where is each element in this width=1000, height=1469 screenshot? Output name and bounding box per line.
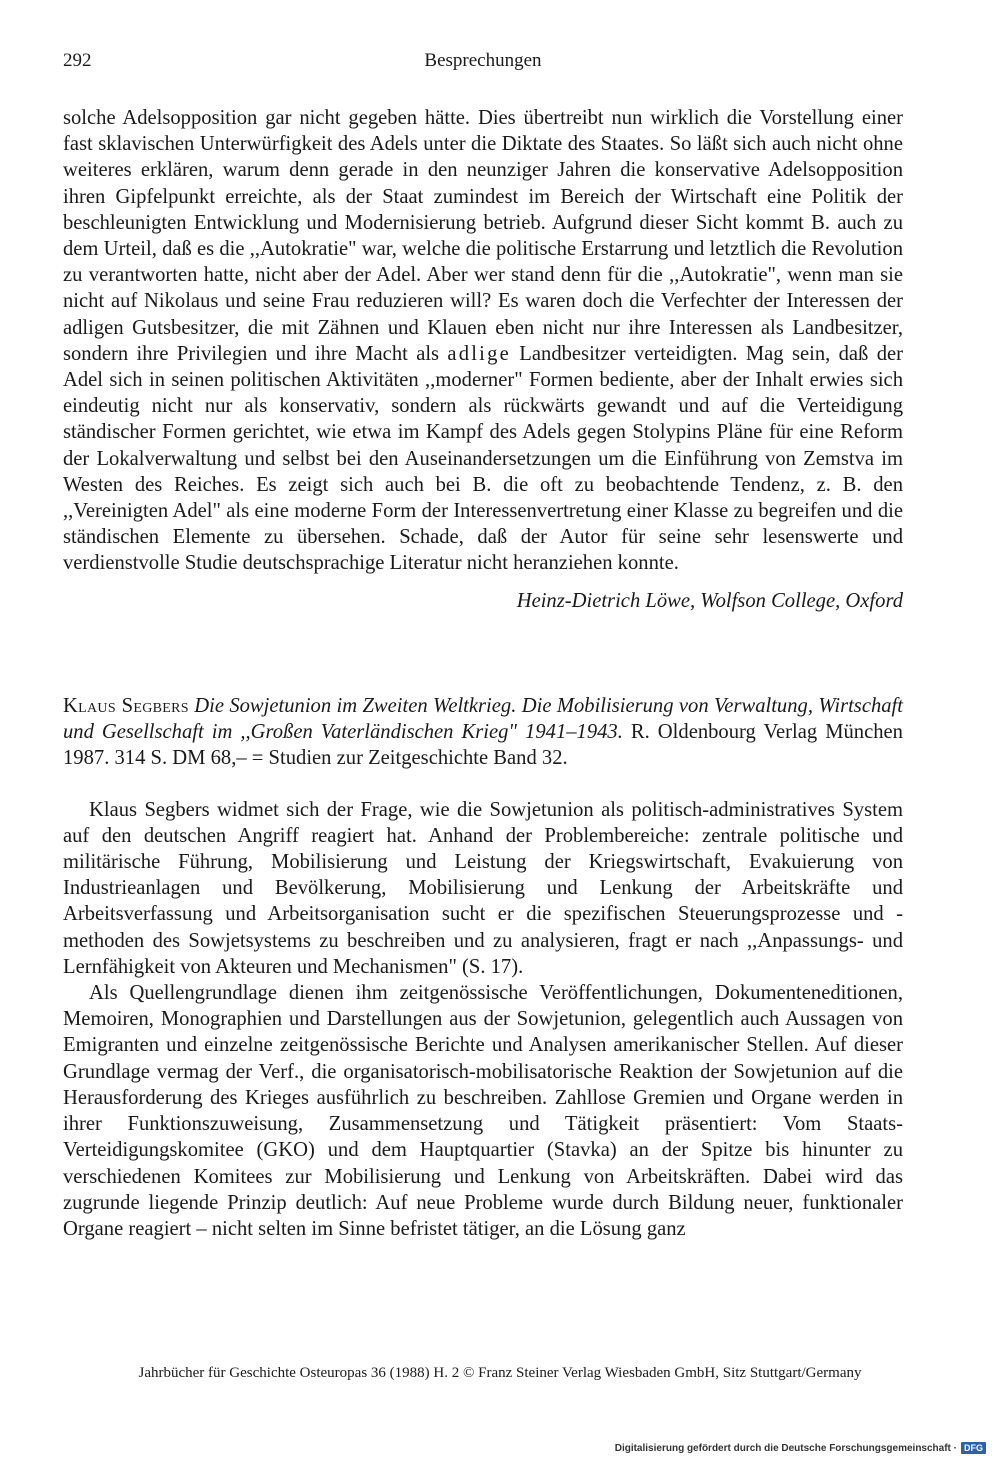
review-paragraph-1: Klaus Segbers widmet sich der Frage, wie die Sowjetunion als politisch-administratives System auf den deutschen Angriff reagiert hat. Anhand der Problembereiche: zentrale politische und militärische Führung, Mobilisierung und Leistung der Kriegswirtschaft, Evakuierung von Industrieanlagen und Bevölkerung, Mobilisierung und Lenkung der Arbeitskräfte und Arbeitsverfassung und Arbeitsorganisation sucht er die spezifischen Steuerungsprozesse und -methoden des Sowjetsystems zu beschreiben und zu analysieren, fragt er nach ,,Anpassungs- und Lernfähigkeit von Akteuren und Mechanismen" (S. 17).: [63, 798, 903, 978]
page: [63, 50, 903, 1242]
digitization-notice-text: Digitalisierung gefördert durch die Deutsche Forschungsgemeinschaft ·: [614, 1442, 957, 1454]
journal-footer: Jahrbücher für Geschichte Osteuropas 36 (1988) H. 2 © Franz Steiner Verlag Wiesbaden GmbH, Sitz Stuttgart/Germany: [138, 1365, 862, 1381]
dfg-logo-icon: DFG: [961, 1442, 986, 1454]
review-body: [63, 797, 903, 1242]
book-title: Die Sowjetunion im Zweiten Weltkrieg. Die Mobilisierung von Verwaltung, Wirtschaft und Gesellschaft im ,,Großen Vaterländischen Krieg" 1941–1943.: [63, 694, 904, 743]
previous-review-text-part1: solche Adelsopposition gar nicht gegeben hätte. Dies übertreibt nun wirklich die Vorstellung einer fast sklavischen Unterwürfigkeit des Adels unter die Diktate des Staates. So läßt sich auch nicht ohne weiteres erklären, warum denn gerade in den neunziger Jahren die konservative Adelsopposition ihren Gipfelpunkt erreichte, als der Staat zumindest im Bereich der Wirtschaft eine Politik der beschleunigten Entwicklung und Modernisierung betrieb. Aufgrund dieser Sicht kommt B. auch zu dem Urteil, daß es die ,,Autokratie" war, welche die politische Erstarrung und letztlich die Revolution zu verantworten hatte, nicht aber der Adel. Aber wer stand denn für die ,,Autokratie", wenn man sie nicht auf Nikolaus und seine Frau reduzieren will? Es waren doch die Verfechter der Interessen der adligen Gutsbesitzer, die mit Zähnen und Klauen eben nicht nur ihre Interessen als Landbesitzer, sondern ihre Privilegien und ihre Macht als: [63, 107, 903, 365]
book-citation: [63, 693, 903, 771]
page-number: 292: [63, 50, 92, 71]
review-paragraph-2: Als Quellengrundlage dienen ihm zeitgenössische Veröffentlichungen, Dokumenteneditionen, Memoiren, Monographien und Darstellungen aus der Sowjetunion, gelegentlich auch Aussagen von Emigranten und einzelne zeitgenössische Berichte und Analysen amerikanischer Stellen. Auf dieser Grundlage vermag der Verf., die organisatorisch-mobilisatorische Reaktion der Sowjetunion auf die Herausforderung des Krieges ausführlich zu beschreiben. Zahllose Gremien und Organe werden in ihrer Funktionszuweisung, Zusammensetzung und Tätigkeit präsentiert: Vom Staats-Verteidigungskomitee (GKO) und dem Hauptquartier (Stavka) an der Spitze bis hinunter zu verschiedenen Komitees zur Mobilisierung und Lenkung von Arbeitskräften. Dabei wird das zugrunde liegende Prinzip deutlich: Auf neue Probleme wurde durch Bildung neuer, funktionaler Organe reagiert – nicht selten im Sinne befristet tätiger, an die Lösung ganz: [63, 982, 903, 1240]
previous-review-text-part2: Landbesitzer verteidigten. Mag sein, daß der Adel sich in seinen politischen Aktivitäten ,,moderner" Formen bediente, aber der Inhalt erwies sich eindeutig nicht nur als konservativ, sondern als rückwärts gewandt und auf die Verteidigung ständischer Formen gerichtet, wie etwa im Kampf des Adels gegen Stolypins Pläne für eine Reform der Lokalverwaltung und selbst bei den Auseinandersetzungen um die Einführung von Zemstva im Westen des Reiches. Es zeigt sich auch bei B. die oft zu beobachtende Tendenz, z. B. den ,,Vereinigten Adel" als eine moderne Form der Interessenvertretung einer Klasse zu begreifen und die ständischen Elemente zu übersehen. Schade, daß der Autor für seine sehr lesenswerte und verdienstvolle Studie deutschsprachige Literatur nicht heranziehen konnte.: [63, 342, 903, 575]
book-publication: R. Oldenbourg Verlag München 1987. 314 S. DM 68,– = Studien zur Zeitgeschichte Band 32.: [63, 720, 903, 769]
reviewer-signature: Heinz-Dietrich Löwe, Wolfson College, Oxford: [516, 589, 903, 612]
digitization-notice: [615, 1442, 986, 1454]
emphasis-word: adlige: [447, 342, 511, 365]
previous-review-paragraph: [63, 105, 903, 577]
book-author: Klaus Segbers: [63, 694, 189, 717]
page-header: [63, 50, 903, 80]
running-head: Besprechungen: [424, 50, 542, 71]
